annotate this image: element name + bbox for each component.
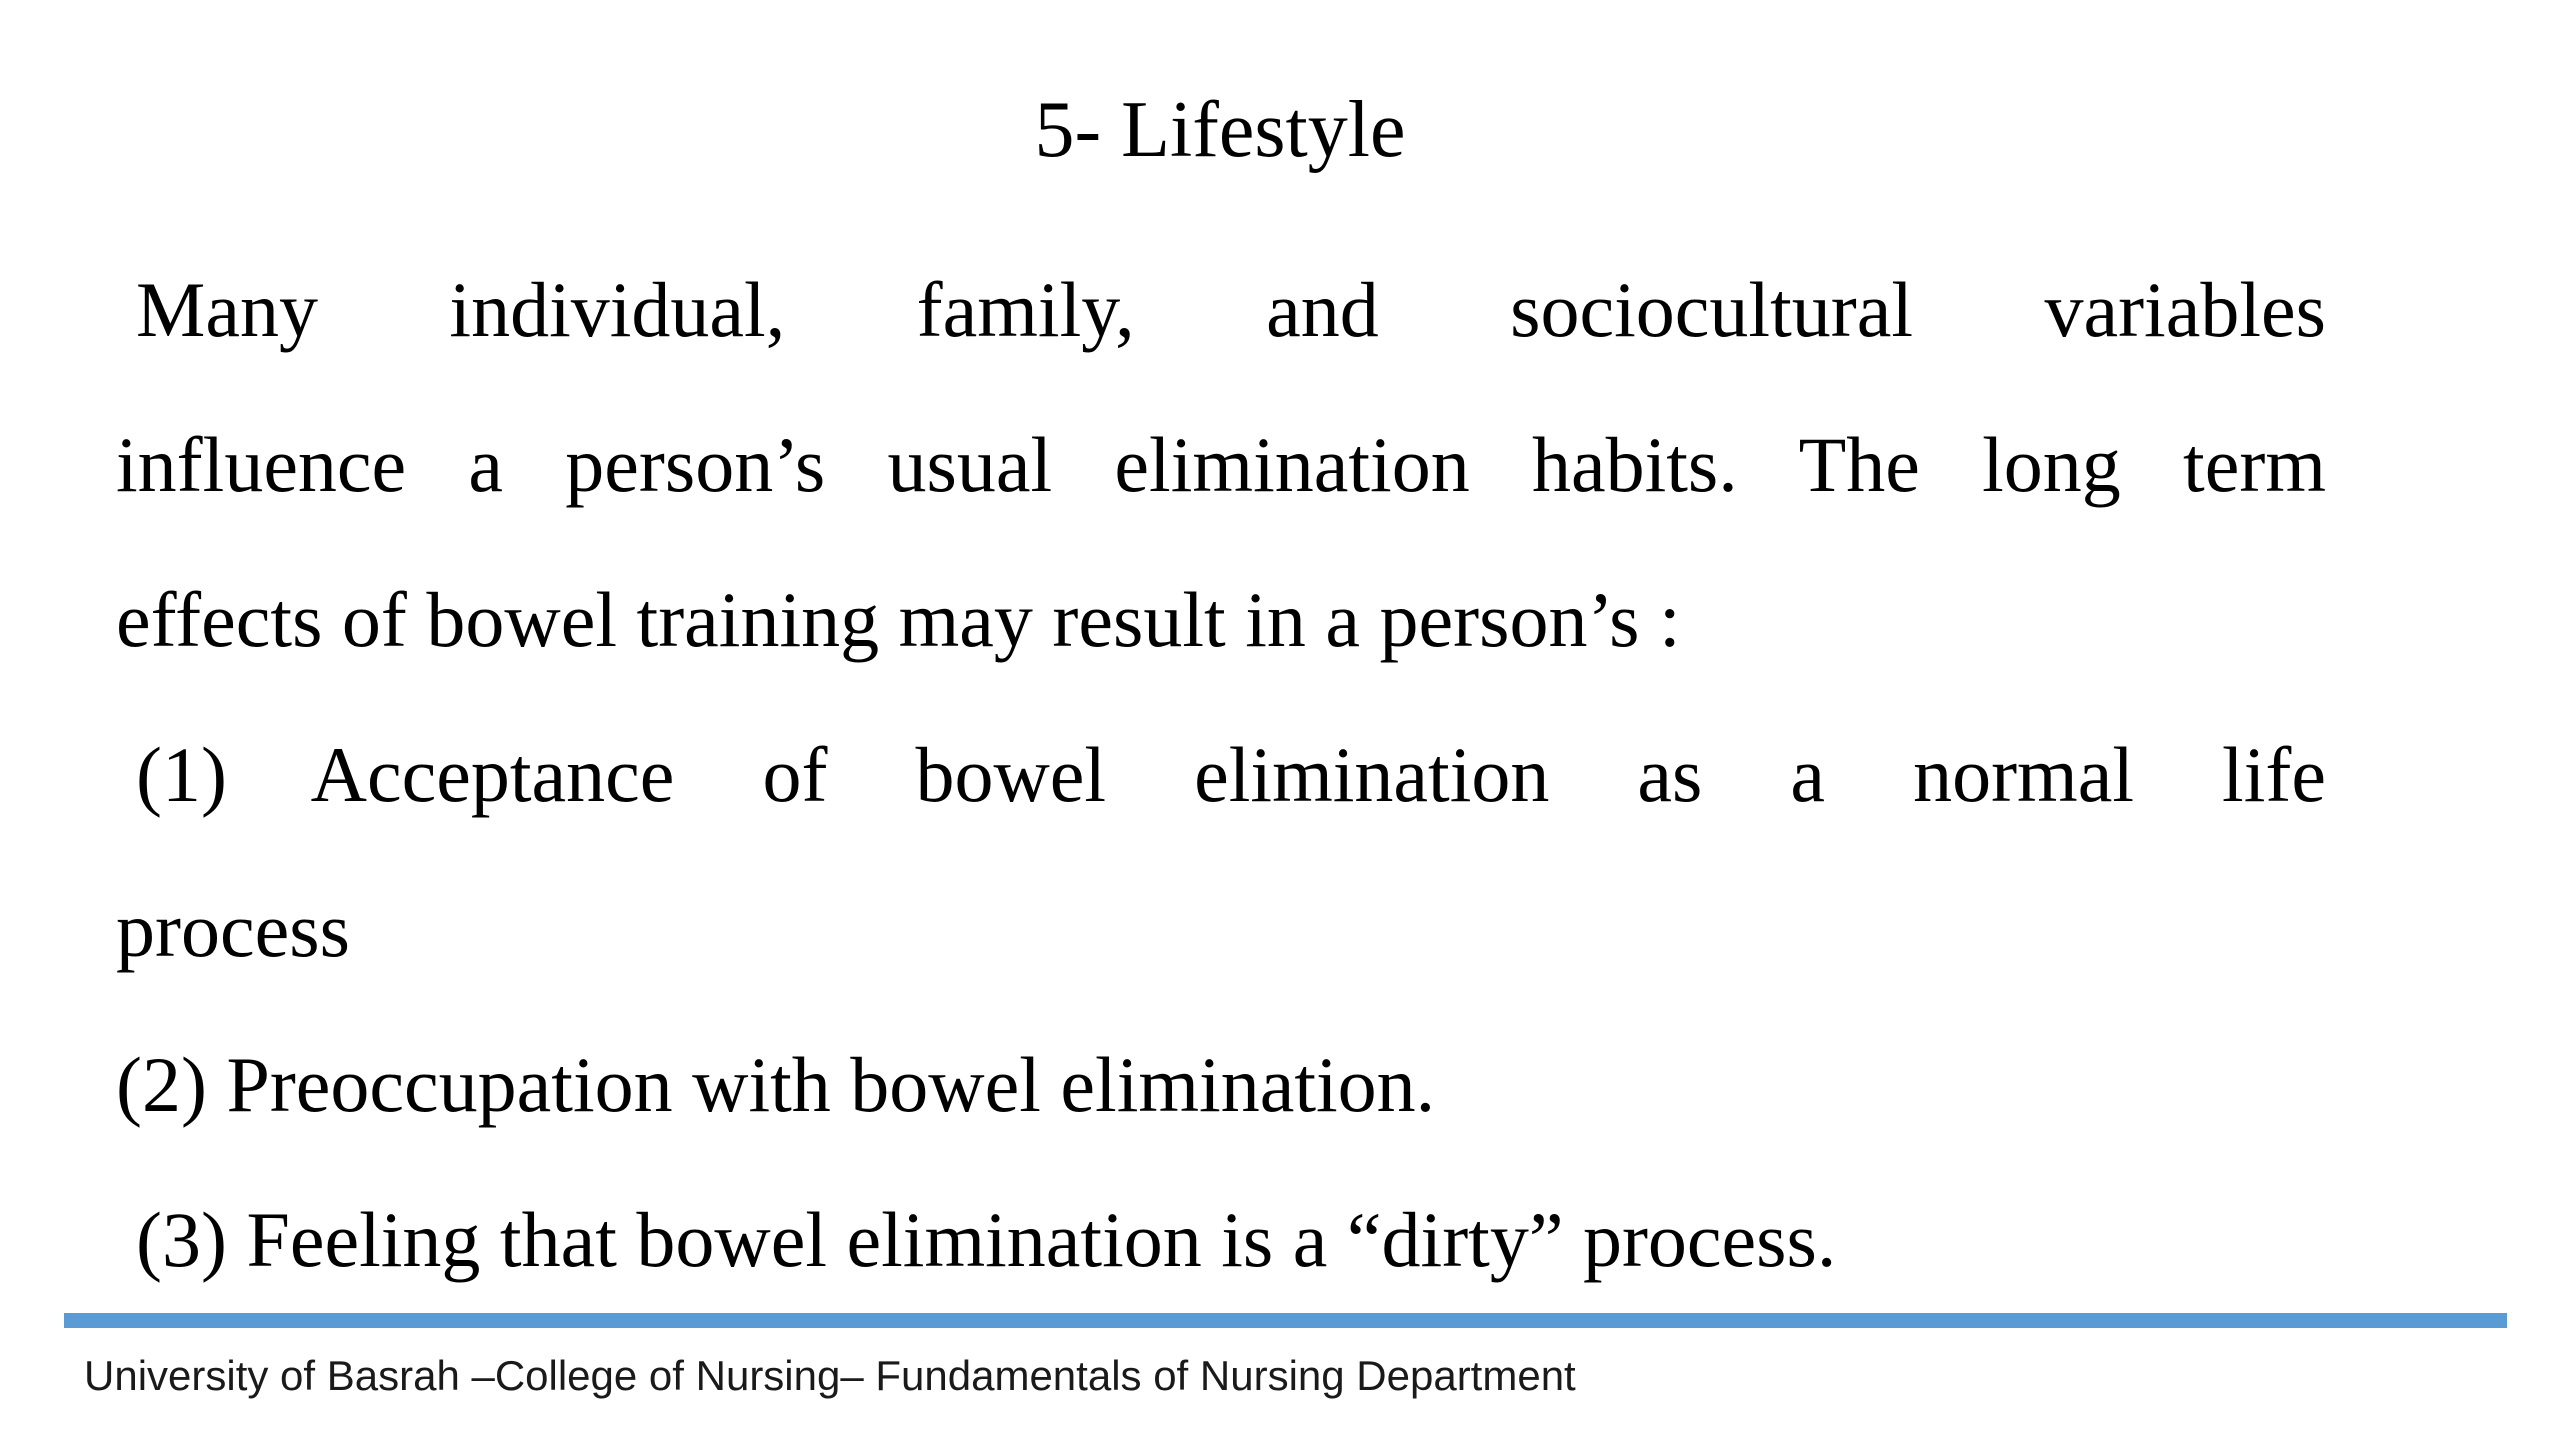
body-line-2: influence a person’s usual elimination habits. The long term — [116, 421, 2326, 508]
slide-title: 5- Lifestyle — [1034, 86, 1406, 174]
list-item-3: (3) Feeling that bowel elimination is a “dirty” process. — [136, 1196, 1837, 1283]
footer-text: University of Basrah –College of Nursing– Fundamentals of Nursing Department — [84, 1352, 1576, 1399]
list-item-1: (1) Acceptance of bowel elimination as a normal life — [136, 731, 2326, 818]
slide-body — [116, 232, 2326, 1317]
list-item-2: (2) Preoccupation with bowel elimination. — [116, 1041, 1436, 1128]
body-line-3: effects of bowel training may result in a person’s : — [116, 576, 1681, 663]
list-item-1-continued: process — [116, 886, 350, 973]
body-line-1: Many individual, family, and sociocultural variables — [136, 266, 2326, 353]
footer-divider — [64, 1313, 2507, 1328]
